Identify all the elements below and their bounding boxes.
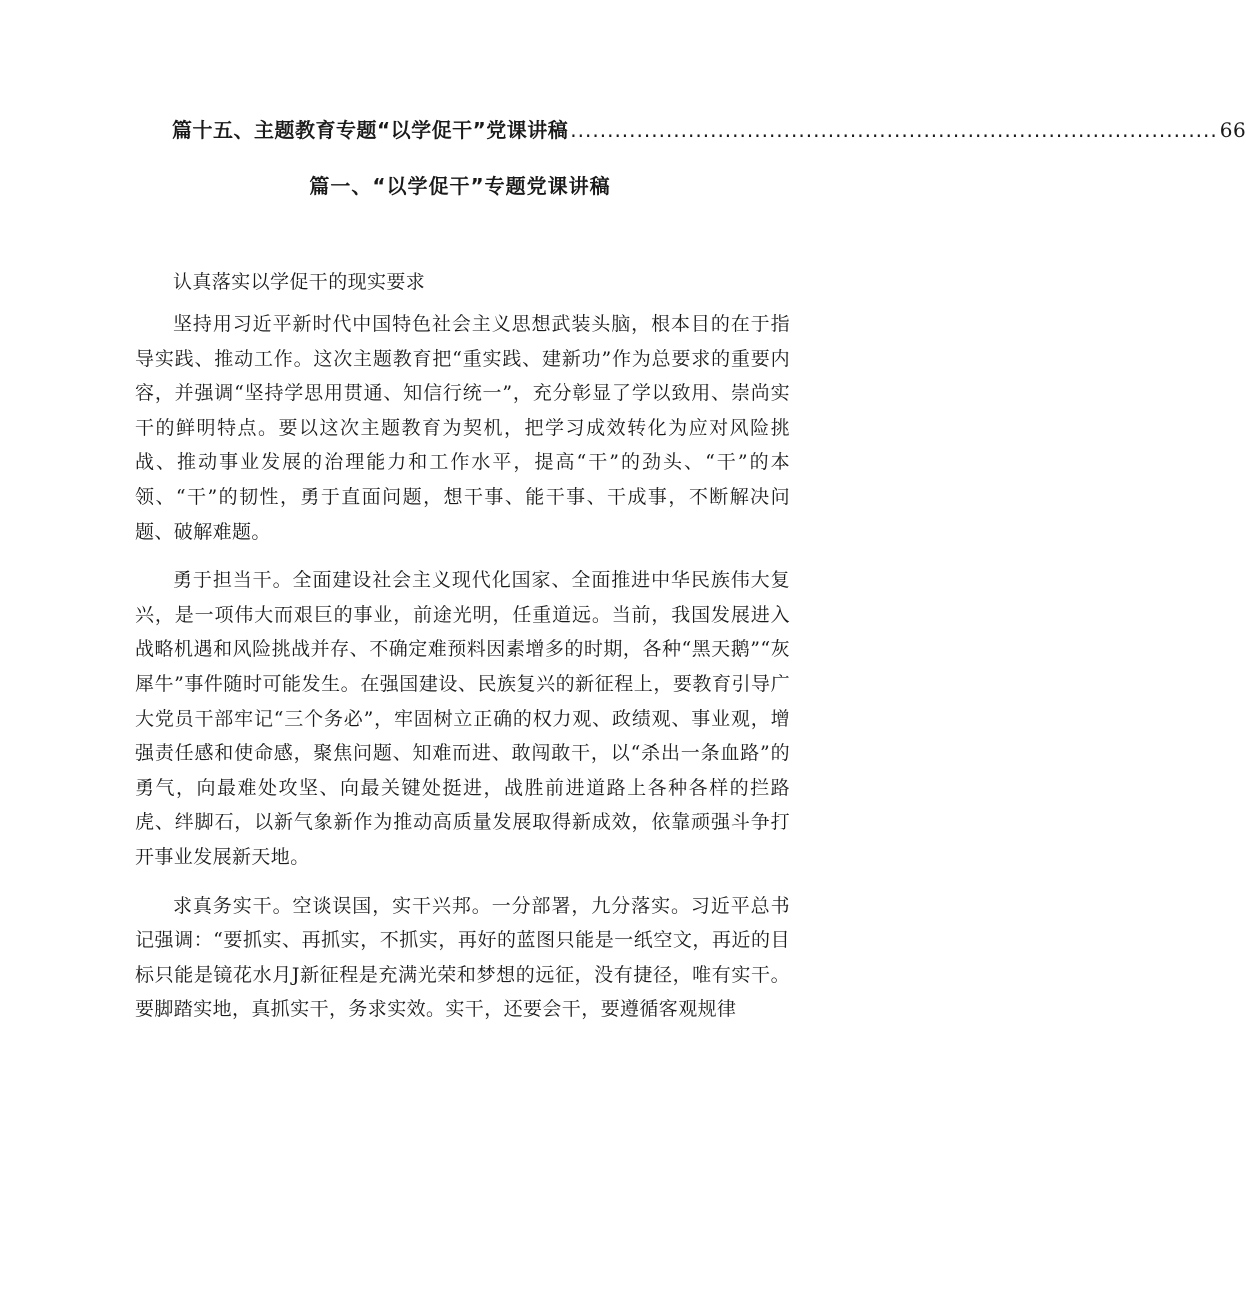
paragraph-3: 求真务实干。空谈误国，实干兴邦。一分部署，九分落实。习近平总书记强调：“要抓实、再抓实，不抓实，再好的蓝图只能是一纸空文，再近的目标只能是镜花水月J新征程是充满光荣和梦想的远征，没有捷径，唯有实干。要脚踏实地，真抓实干，务求实效。实干，还要会干，要遵循客观规律 [135,894,790,1021]
article-body [135,265,790,1041]
paragraph-2: 勇于担当干。全面建设社会主义现代化国家、全面推进中华民族伟大复兴，是一项伟大而艰巨的事业，前途光明，任重道远。当前，我国发展进入战略机遇和风险挑战并存、不确定难预料因素增多的时期，各种“黑天鹅”“灰犀牛”事件随时可能发生。在强国建设、民族复兴的新征程上，要教育引导广大党员干部牢记“三个务必”，牢固树立正确的权力观、政绩观、事业观，增强责任感和使命感，聚焦问题、知难而进、敢闯敢干，以“杀出一条血路”的勇气，向最难处攻坚、向最关键处挺进，战胜前进道路上各种各样的拦路虎、绊脚石，以新气象新作为推动高质量发展取得新成效，依靠顽强斗争打开事业发展新天地。 [135,569,790,868]
toc-leader-dots: ........................................................................................ [570,118,1218,142]
toc-entry-title: 篇十五、主题教育专题“以学促干”党课讲稿 [172,118,569,142]
toc-entry[interactable] [172,114,1246,143]
paragraph-1: 坚持用习近平新时代中国特色社会主义思想武装头脑，根本目的在于指导实践、推动工作。这次主题教育把“重实践、建新功”作为总要求的重要内容，并强调“坚持学思用贯通、知信行统一”，充分彰显了学以致用、崇尚实干的鲜明特点。要以这次主题教育为契机，把学习成效转化为应对风险挑战、推动事业发展的治理能力和工作水平，提高“干”的劲头、“干”的本领、“干”的韧性，勇于直面问题，想干事、能干事、干成事，不断解决问题、破解难题。 [135,313,790,543]
article-subtitle: 认真落实以学促干的现实要求 [173,271,426,293]
toc-page-number: 66 [1219,118,1246,142]
section-heading: 篇一、“以学促干”专题党课讲稿 [309,174,611,198]
